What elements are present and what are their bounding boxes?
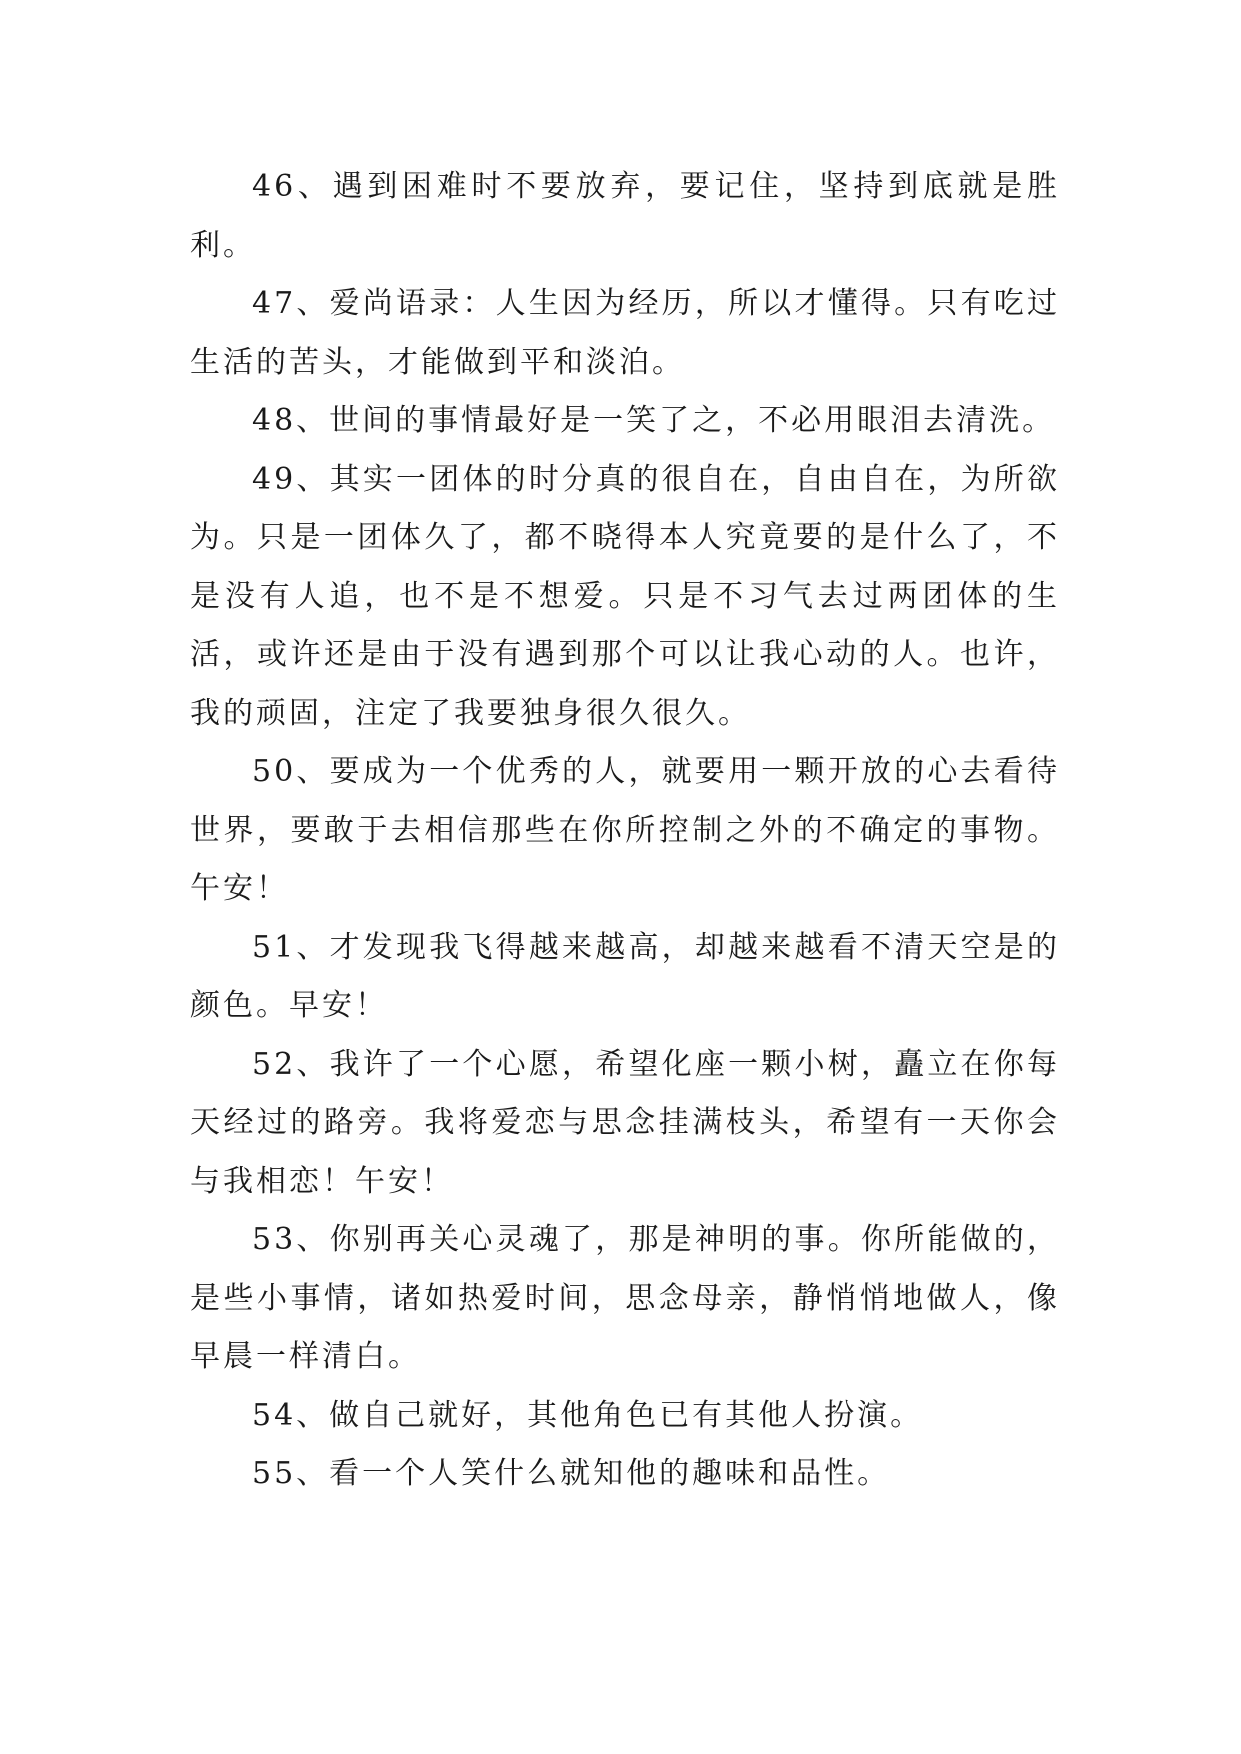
paragraph-50: 50、要成为一个优秀的人，就要用一颗开放的心去看待世界，要敢于去相信那些在你所控制之外的不确定的事物。午安！ (190, 754, 1060, 906)
document-body (190, 158, 1060, 1504)
paragraph-54: 54、做自己就好，其他角色已有其他人扮演。 (252, 1397, 924, 1433)
paragraph-55: 55、看一个人笑什么就知他的趣味和品性。 (252, 1456, 891, 1491)
paragraph-47: 47、爱尚语录：人生因为经历，所以才懂得。只有吃过生活的苦头，才能做到平和淡泊。 (190, 286, 1060, 380)
paragraph-48: 48、世间的事情最好是一笑了之，不必用眼泪去清洗。 (252, 403, 1056, 438)
paragraph-49: 49、其实一团体的时分真的很自在，自由自在，为所欲为。只是一团体久了，都不晓得本人究竟要的是什么了，不是没有人追，也不是不想爱。只是不习气去过两团体的生活，或许还是由于没有遇到那个可以让我心动的人。也许，我的顽固，注定了我要独身很久很久。 (190, 461, 1060, 731)
paragraph-52: 52、我许了一个心愿，希望化座一颗小树，矗立在你每天经过的路旁。我将爱恋与思念挂满枝头，希望有一天你会与我相恋！午安！ (190, 1046, 1060, 1199)
paragraph-51: 51、才发现我飞得越来越高，却越来越看不清天空是的颜色。早安！ (190, 929, 1060, 1023)
paragraph-53: 53、你别再关心灵魂了，那是神明的事。你所能做的，是些小事情，诸如热爱时间，思念母亲，静悄悄地做人，像早晨一样清白。 (190, 1222, 1060, 1374)
paragraph-46: 46、遇到困难时不要放弃，要记住，坚持到底就是胜利。 (190, 169, 1060, 263)
